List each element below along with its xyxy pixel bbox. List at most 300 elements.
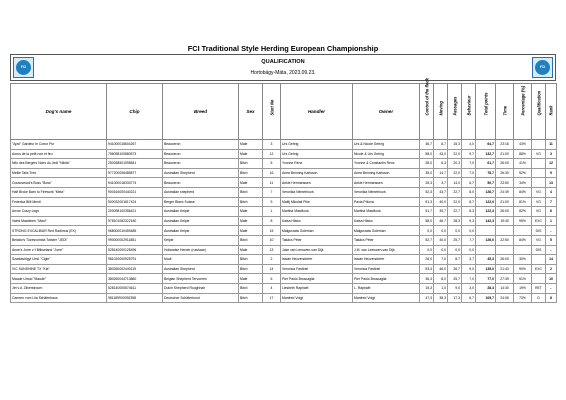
cell-time: 23:50 <box>496 178 514 188</box>
cell-behaviour: 3,0 <box>462 283 476 293</box>
cell-pct: 84% <box>514 235 532 245</box>
column-header: Behaviour <box>462 84 476 140</box>
fci-logo-icon: FCI <box>13 57 34 78</box>
cell-control: 52,7 <box>420 235 434 245</box>
cell-start: 16 <box>263 168 281 178</box>
cell-dog: Aorus de la petit noir et feu <box>11 149 107 159</box>
cell-chip: 990000002911881 <box>107 235 163 245</box>
cell-breed: Beauceron <box>163 149 239 159</box>
cell-handler: Anna Brinning Karlsson <box>281 168 353 178</box>
column-header: Qualification <box>532 84 546 140</box>
cell-passages: 25,7 <box>448 274 462 284</box>
cell-control: 51,3 <box>420 197 434 207</box>
cell-breed: Australian Kelpie <box>163 226 239 236</box>
cell-handler: Martina Mastilová <box>281 207 353 217</box>
cell-pct: 30% <box>514 255 532 265</box>
cell-qual: DIS <box>532 245 546 255</box>
cell-rank: - <box>546 245 557 255</box>
cell-behaviour: 6,7 <box>462 178 476 188</box>
cell-rank: 5 <box>546 235 557 245</box>
cell-qual: EXC <box>532 264 546 274</box>
cell-rank: 3 <box>546 149 557 159</box>
table-row <box>11 178 557 188</box>
table-row <box>11 207 557 217</box>
cell-rank: - <box>546 226 557 236</box>
cell-total: 78,7 <box>476 168 496 178</box>
cell-breed: Mudi <box>163 255 239 265</box>
results-table <box>10 77 557 303</box>
cell-time: 26:00 <box>496 207 514 217</box>
cell-passages: 17,3 <box>448 293 462 303</box>
cell-owner: Takács Péter <box>353 235 420 245</box>
cell-time: 21:00 <box>496 197 514 207</box>
cell-chip: 250268501095841 <box>107 159 163 169</box>
cell-owner: Ankie Hermanssen <box>353 178 420 188</box>
cell-qual: RET <box>532 283 546 293</box>
cell-pct: 81% <box>514 197 532 207</box>
cell-rank: 12 <box>546 159 557 169</box>
cell-breed: Australian Shepherd <box>163 264 239 274</box>
column-header: Breed <box>163 84 239 140</box>
cell-pct: 19% <box>514 283 532 293</box>
cell-total: 142,3 <box>476 216 496 226</box>
cell-passages: 22,7 <box>448 207 462 217</box>
cell-chip: 528140000674611 <box>107 283 163 293</box>
cell-start: 11 <box>263 178 281 188</box>
cell-handler: Manfred Voigt <box>281 293 353 303</box>
cell-total: 61,7 <box>476 159 496 169</box>
cell-pct: 90% <box>514 264 532 274</box>
cell-dog: Arrow Crazy Legs <box>11 207 107 217</box>
cell-start: 1 <box>263 207 281 217</box>
column-header: Moving <box>434 84 448 140</box>
cell-handler: Kaisa Hiisko <box>281 216 353 226</box>
cell-control: 0,0 <box>420 245 434 255</box>
cell-behaviour: 0,0 <box>462 245 476 255</box>
cell-breed: Beauceron <box>163 178 239 188</box>
cell-time: 14:30 <box>496 283 514 293</box>
cell-pct: 41% <box>514 159 532 169</box>
cell-passages: 0,0 <box>448 245 462 255</box>
cell-breed: Beauceron <box>163 159 239 169</box>
cell-rank: 9 <box>546 168 557 178</box>
table-row <box>11 255 557 265</box>
cell-behaviour: 8,3 <box>462 207 476 217</box>
cell-behaviour: 4,0 <box>462 140 476 150</box>
cell-start: 14 <box>263 264 281 274</box>
cell-owner: Veronika Némethová <box>353 187 420 197</box>
cell-handler: Takács Péter <box>281 235 353 245</box>
cell-behaviour: 8,0 <box>462 187 476 197</box>
cell-start: 15 <box>263 226 281 236</box>
cell-chip: 981189900092358 <box>107 293 163 303</box>
cell-behaviour: 7,0 <box>462 274 476 284</box>
table-row <box>11 264 557 274</box>
cell-sex: Male <box>239 178 263 188</box>
cell-behaviour: 7,0 <box>462 159 476 169</box>
cell-moving: 39,7 <box>434 207 448 217</box>
cell-qual <box>532 255 546 265</box>
cell-control: 28,0 <box>420 159 434 169</box>
cell-control: 53,3 <box>420 264 434 274</box>
cell-rank: 14 <box>546 255 557 265</box>
cell-control: 26,3 <box>420 178 434 188</box>
cell-total: 122,3 <box>476 207 496 217</box>
cell-dog: V/C SUNSHINE TX "Kia" <box>11 264 107 274</box>
cell-moving: 0,0 <box>434 226 448 236</box>
cell-total: 50,7 <box>476 178 496 188</box>
cell-owner: Pier Paolo Bruscaglia <box>353 274 420 284</box>
cell-chip: 380260002440119 <box>107 264 163 274</box>
cell-handler: Veronika Némethová <box>281 187 353 197</box>
cell-moving: 46,7 <box>434 216 448 226</box>
cell-time: 24:06 <box>496 293 514 303</box>
cell-rank: 10 <box>546 274 557 284</box>
cell-dog: Carmen vom Lila Schäferhaus <box>11 293 107 303</box>
cell-time: 26:30 <box>496 168 514 178</box>
event-location-date: Hortobágy-Máta, 2023.09.23. <box>250 70 316 76</box>
cell-control: 47,3 <box>420 293 434 303</box>
cell-passages: 22,7 <box>448 187 462 197</box>
column-header: Percentage (%) <box>514 84 532 140</box>
cell-rank: 11 <box>546 140 557 150</box>
cell-control: 15,3 <box>420 283 434 293</box>
cell-control: 35,0 <box>420 168 434 178</box>
cell-control: 58,0 <box>420 216 434 226</box>
cell-time: 21:43 <box>496 264 514 274</box>
cell-handler: Urs Gehrig <box>281 149 353 159</box>
cell-total: 109,7 <box>476 293 496 303</box>
cell-handler: Urs Gehrig <box>281 140 353 150</box>
cell-owner: Manfred Voigt <box>353 293 420 303</box>
cell-behaviour: 9,3 <box>462 216 476 226</box>
cell-passages: 22,0 <box>448 149 462 159</box>
cell-qual: VG <box>532 207 546 217</box>
cell-qual <box>532 159 546 169</box>
cell-sex: Male <box>239 274 263 284</box>
cell-qual <box>532 178 546 188</box>
cell-time: 23:16 <box>496 140 514 150</box>
cell-handler: Pier Paolo Bruscaglia <box>281 274 353 284</box>
cell-moving: 0,0 <box>434 245 448 255</box>
cell-breed: Hollandse Herder (ruwhaar) <box>163 245 239 255</box>
cell-time: 26:00 <box>496 159 514 169</box>
cell-start: 8 <box>263 216 281 226</box>
cell-pct: 82% <box>514 207 532 217</box>
cell-passages: 15,3 <box>448 140 462 150</box>
cell-total: 132,7 <box>476 149 496 159</box>
table-row <box>11 140 557 150</box>
cell-owner: Martina Mastilová <box>353 207 420 217</box>
cell-breed: Dutch Shepherd Roughhair <box>163 283 239 293</box>
cell-passages: 22,0 <box>448 168 462 178</box>
cell-sex: Bitch <box>239 264 263 274</box>
cell-owner: István Heczendorfer <box>353 255 420 265</box>
cell-sex: Male <box>239 245 263 255</box>
table-row <box>11 159 557 169</box>
column-header: Total points <box>476 84 496 140</box>
cell-control: 58,0 <box>420 149 434 159</box>
cell-chip: 941000018333774 <box>107 178 163 188</box>
cell-chip: 380260044713860 <box>107 274 163 284</box>
cell-sex: Male <box>239 207 263 217</box>
cell-total: 126,7 <box>476 187 496 197</box>
cell-dog: Valmi Maahinen "Maui" <box>11 216 107 226</box>
cell-start: 10 <box>263 235 281 245</box>
cell-chip: 981020000925791 <box>107 255 163 265</box>
table-row <box>11 293 557 303</box>
cell-owner: L. Raphaël <box>353 283 420 293</box>
cell-qual: VG <box>532 197 546 207</box>
cell-passages: 20,3 <box>448 159 462 169</box>
cell-chip: 941000018604267 <box>107 140 163 150</box>
cell-start: 7 <box>263 187 281 197</box>
cell-total <box>476 245 496 255</box>
cell-dog: Jet v.d. Zilverstroom <box>11 283 107 293</box>
table-row <box>11 187 557 197</box>
cell-breed: Australian shepherd <box>163 187 239 197</box>
cell-sex: Bitch <box>239 187 263 197</box>
column-header: Sex <box>239 84 263 140</box>
cell-time <box>496 245 514 255</box>
column-header: Start No <box>263 84 281 140</box>
cell-sex: Bitch <box>239 283 263 293</box>
cell-sex: Male <box>239 140 263 150</box>
cell-dog: Belator's Tüzesvomba Twister "JEDI" <box>11 235 107 245</box>
cell-dog: Nifo des Bergers Noirs du Jedi "Nikita" <box>11 159 107 169</box>
cell-passages: 22,0 <box>448 197 462 207</box>
cell-passages: 8,7 <box>448 255 462 265</box>
cell-moving: 43,0 <box>434 149 448 159</box>
cell-pct: 34% <box>514 178 532 188</box>
cell-sex: Bitch <box>239 197 263 207</box>
cell-total: 126,0 <box>476 235 496 245</box>
cell-handler: Matilj Mikulaš Piše <box>281 197 353 207</box>
cell-qual <box>532 274 546 284</box>
cell-pct: 52% <box>514 168 532 178</box>
cell-moving: 14,7 <box>434 168 448 178</box>
cell-sex: Bitch <box>239 159 263 169</box>
cell-moving: 1,0 <box>434 283 448 293</box>
cell-owner: Anna Brinning Karlsson <box>353 168 420 178</box>
cell-breed: Belgian Shepherd Tervueren <box>163 274 239 284</box>
cell-breed: Berger Blanc Suisse <box>163 197 239 207</box>
cell-behaviour: 9,0 <box>462 264 476 274</box>
cell-chip: 900164000440221 <box>107 187 163 197</box>
cell-breed: Beauceron <box>163 140 239 150</box>
cell-control: 36,3 <box>420 274 434 284</box>
cell-passages: 0,0 <box>448 226 462 236</box>
cell-rank: 8 <box>546 293 557 303</box>
cell-pct <box>514 245 532 255</box>
column-header: Control of the flock <box>420 84 434 140</box>
table-row <box>11 226 557 236</box>
cell-sex: Male <box>239 216 263 226</box>
cell-dog: Anne's Jorre v.'t Blikseland "Jorre" <box>11 245 107 255</box>
cell-total: 77,0 <box>476 274 496 284</box>
table-row <box>11 245 557 255</box>
cell-start: 12 <box>263 149 281 159</box>
cell-start: 9 <box>263 197 281 207</box>
cell-handler: Yvonne Renz <box>281 159 353 169</box>
cell-chip: 977200008485877 <box>107 168 163 178</box>
header-box <box>10 54 556 81</box>
cell-pct: 51% <box>514 274 532 284</box>
cell-total: 28,3 <box>476 283 496 293</box>
cell-behaviour: 7,7 <box>462 235 476 245</box>
cell-passages: 28,3 <box>448 216 462 226</box>
cell-dog: Half Broke Barn to Firework "Mela" <box>11 187 107 197</box>
cell-total: 122,0 <box>476 197 496 207</box>
qualification-heading: QUALIFICATION <box>261 59 305 65</box>
cell-passages: 26,7 <box>448 264 462 274</box>
cell-chip: 756098100880573 <box>107 149 163 159</box>
fci-logo-icon: FCI <box>532 57 553 78</box>
cell-qual: G <box>532 293 546 303</box>
cell-behaviour: 7,0 <box>462 168 476 178</box>
cell-moving: 40,0 <box>434 197 448 207</box>
cell-pct: 84% <box>514 187 532 197</box>
cell-time <box>496 226 514 236</box>
cell-sex: Bitch <box>239 235 263 245</box>
cell-chip: 528140000125496 <box>107 245 163 255</box>
cell-breed: Deutscher Schäferhund <box>163 293 239 303</box>
cell-qual: DIS <box>532 226 546 236</box>
cell-sex: Male <box>239 226 263 236</box>
cell-time: 21:00 <box>496 149 514 159</box>
cell-time: 27:39 <box>496 274 514 284</box>
cell-time: 22:50 <box>496 235 514 245</box>
column-header: Dog's name <box>11 84 107 140</box>
cell-rank: 4 <box>546 187 557 197</box>
cell-handler: István Heczendorfer <box>281 255 353 265</box>
cell-pct: 95% <box>514 216 532 226</box>
column-header: Passages <box>448 84 462 140</box>
column-header: Handler <box>281 84 353 140</box>
cell-passages: 25,7 <box>448 235 462 245</box>
table-row <box>11 283 557 293</box>
column-header: Time <box>496 84 514 140</box>
cell-moving: 43,7 <box>434 187 448 197</box>
cell-rank: - <box>546 283 557 293</box>
cell-qual <box>532 168 546 178</box>
table-row <box>11 216 557 226</box>
cell-chip: 900032001817424 <box>107 197 163 207</box>
cell-qual: VG <box>532 149 546 159</box>
cell-moving: 8,7 <box>434 140 448 150</box>
cell-total: 135,0 <box>476 264 496 274</box>
cell-qual: VG <box>532 187 546 197</box>
cell-moving: 3,7 <box>434 178 448 188</box>
cell-dog: Goosewood's Boss "Boss" <box>11 178 107 188</box>
cell-behaviour: 3,7 <box>462 255 476 265</box>
cell-owner: Yvonne & Constantin Renz <box>353 159 420 169</box>
cell-handler: Joke van Leeuwen-van Dijk <box>281 245 353 255</box>
cell-chip: 968000010459485 <box>107 226 163 236</box>
cell-rank: 13 <box>546 178 557 188</box>
cell-behaviour: 6,7 <box>462 293 476 303</box>
cell-handler: Liesbeth Raphaël <box>281 283 353 293</box>
cell-moving: 38,3 <box>434 293 448 303</box>
cell-owner: Kaisa Hiisko <box>353 216 420 226</box>
cell-owner: Urs & Nicole Gehrig <box>353 140 420 150</box>
table-header-row <box>11 84 557 140</box>
cell-rank: 6 <box>546 207 557 217</box>
cell-chip: 978101082322180 <box>107 216 163 226</box>
cell-dog: Szarkavölgyi Umö "Cigle" <box>11 255 107 265</box>
cell-total: 45,3 <box>476 255 496 265</box>
cell-breed: Australian Kelpie <box>163 207 239 217</box>
cell-sex: Bitch <box>239 293 263 303</box>
cell-handler: Małgorzata Goleman <box>281 226 353 236</box>
cell-moving: 6,3 <box>434 159 448 169</box>
cell-breed: Australian Shepherd <box>163 168 239 178</box>
cell-behaviour: 0,0 <box>462 226 476 236</box>
cell-control: 26,0 <box>420 255 434 265</box>
cell-moving: 8,0 <box>434 274 448 284</box>
cell-handler: Ankie Hermanssen <box>281 178 353 188</box>
cell-owner: Pavla Píšová <box>353 197 420 207</box>
cell-start: 17 <box>263 293 281 303</box>
cell-dog: "Apsi" Gardeur le Coeur Pur <box>11 140 107 150</box>
cell-passages: 9,0 <box>448 283 462 293</box>
column-header: Rank <box>546 84 557 140</box>
cell-control: 36,7 <box>420 140 434 150</box>
cell-pct: 43% <box>514 140 532 150</box>
cell-time: 26:00 <box>496 255 514 265</box>
table-row <box>11 197 557 207</box>
cell-moving: 40,0 <box>434 235 448 245</box>
cell-rank: 1 <box>546 216 557 226</box>
cell-sex: Bitch <box>239 168 263 178</box>
column-header: Chip <box>107 84 163 140</box>
cell-pct: 88% <box>514 149 532 159</box>
document-title: FCI Traditional Style Herding European Championship <box>187 44 379 53</box>
cell-pct <box>514 226 532 236</box>
cell-start: 6 <box>263 274 281 284</box>
cell-moving: 46,0 <box>434 264 448 274</box>
cell-handler: Veronica Fantinel <box>281 264 353 274</box>
cell-breed: Australian Kelpie <box>163 216 239 226</box>
table-row <box>11 235 557 245</box>
cell-start: 5 <box>263 159 281 169</box>
cell-control: 52,3 <box>420 187 434 197</box>
table-row <box>11 274 557 284</box>
cell-control: 51,7 <box>420 207 434 217</box>
cell-sex: Bitch <box>239 255 263 265</box>
cell-passages: 14,0 <box>448 178 462 188</box>
cell-rank: 7 <box>546 197 557 207</box>
column-header: Owner <box>353 84 420 140</box>
cell-control: 0,0 <box>420 226 434 236</box>
cell-total <box>476 226 496 236</box>
cell-dog: Mellie Tails Tres <box>11 168 107 178</box>
cell-start: 13 <box>263 245 281 255</box>
cell-owner: Małgorzata Goleman <box>353 226 420 236</box>
cell-time: 24:39 <box>496 187 514 197</box>
cell-dog: STRONG EXCALIBUR Red Radimus (EX) <box>11 226 107 236</box>
cell-rank: 2 <box>546 264 557 274</box>
cell-start: 3 <box>263 140 281 150</box>
cell-total: 64,7 <box>476 140 496 150</box>
cell-behaviour: 8,7 <box>462 197 476 207</box>
cell-time: 19:40 <box>496 216 514 226</box>
cell-sex: Male <box>239 149 263 159</box>
cell-start: 2 <box>263 255 281 265</box>
cell-owner: Nicole & Urs Gehrig <box>353 149 420 159</box>
cell-pct: 73% <box>514 293 532 303</box>
cell-behaviour: 9,7 <box>462 149 476 159</box>
